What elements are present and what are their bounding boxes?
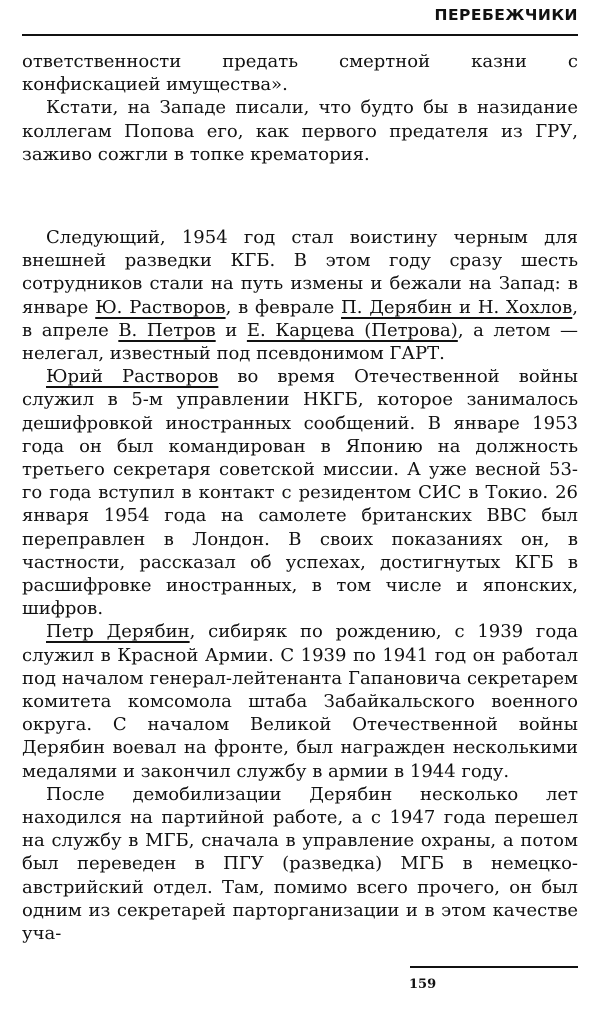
text-span: во время Отечественной войны служил в 5-м управлении НКГБ, которое занималось дешифровкой иностранных сообщений. В январе 1953 года он был командирован в Японию на должность третьего секретаря советской миссии. А уже весной 53-го года вступил в контакт с резидентом СИС в Токио. 26 января 1954 года на самолете британских ВВС был переправлен в Лондон. В своих показаниях он, в частности, рассказал об успехах, достигнутых КГБ в расшифровке иностранных, в том числе и японских, шифров. — [22, 366, 578, 620]
paragraph-deryabin — [22, 620, 578, 782]
underlined-name: В. Петров — [118, 319, 216, 341]
text-span: и — [215, 319, 247, 341]
header-rule — [22, 34, 578, 36]
footer-rule — [410, 966, 578, 968]
paragraph: ответственности предать смертной казни с конфискацией имущества». — [22, 51, 578, 96]
underlined-name: Юрий Растворов — [46, 366, 219, 388]
text-span: , сибиряк по рождению, с 1939 года служил в Красной Армии. С 1939 по 1941 год он работал под началом генерал-лейтенанта Гапановича секретарем комитета комсомола штаба Забайкальского военного округа. С началом Великой Отечественной войны Дерябин воевал на фронте, был награжден несколькими медалями и закончил службу в армии в 1944 году. — [22, 621, 579, 782]
underlined-name: П. Дерябин и Н. Хохлов — [341, 296, 573, 318]
running-title: ПЕРЕБЕЖЧИКИ — [434, 6, 578, 24]
text-span: , в апреле — [22, 296, 578, 341]
underlined-name: Ю. Растворов — [95, 296, 226, 318]
underlined-name: Петр Дерябин — [46, 621, 190, 643]
text-block-main — [22, 226, 578, 945]
underlined-name: Е. Карцева (Петрова) — [246, 319, 458, 341]
text-span: , а летом — нелегал, известный под псевдонимом ГАРТ. — [22, 319, 578, 365]
text-block-top — [22, 50, 578, 166]
paragraph-rastvorov — [22, 365, 578, 620]
text-span: , в феврале — [225, 296, 342, 318]
page-number: 159 — [409, 977, 437, 992]
paragraph-defectors-1954 — [22, 226, 578, 365]
text-span: Следующий, 1954 год стал воистину черным для внешней разведки КГБ. В этом году сразу шесть сотрудников стали на путь измены и бежали на Запад: в январе — [22, 227, 578, 318]
paragraph: Кстати, на Западе писали, что будто бы в назидание коллегам Попова его, как первого предателя из ГРУ, заживо сожгли в топке крематория. — [22, 97, 578, 165]
paragraph: После демобилизации Дерябин несколько лет находился на партийной работе, а с 1947 года перешел на службу в МГБ, сначала в управление охраны, а потом был переведен в ПГУ (разведка) МГБ в немецко-австрийский отдел. Там, помимо всего прочего, он был одним из секретарей парторганизации и в этом качестве уча- — [22, 783, 578, 945]
